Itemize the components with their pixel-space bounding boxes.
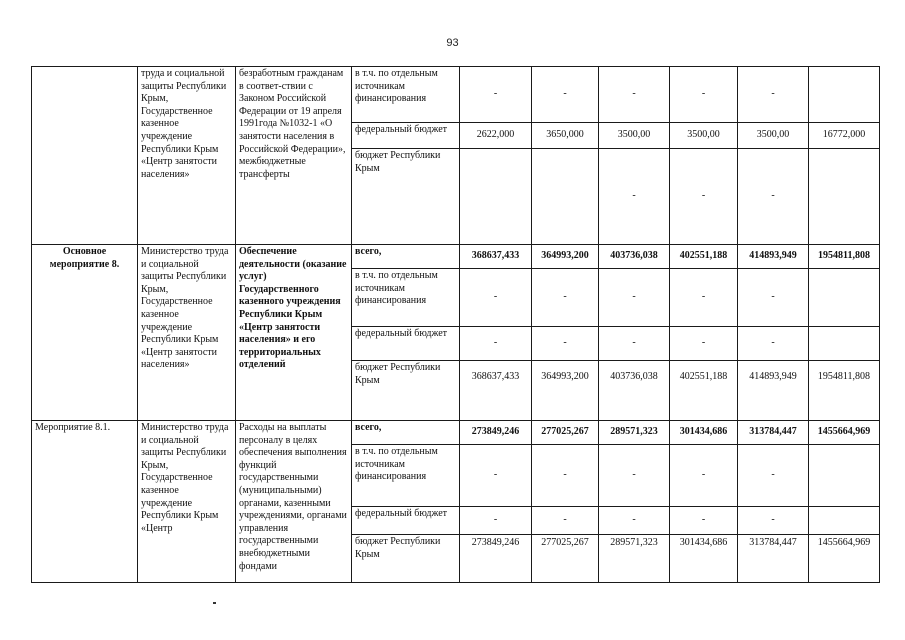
block2-label: Основное мероприятие 8.: [32, 245, 138, 421]
block2-description: Обеспечение деятельности (оказание услуг) Государственного казенного учреждения Республики Крым «Центр занятости населения» и его территориальных отделений: [236, 245, 352, 421]
table-row: в т.ч. по отдельным источникам финансирования - - - - -: [32, 445, 880, 507]
table-row: бюджет Республики Крым 368637,433 364993,200 403736,038 402551,188 414893,949 1954811,808: [32, 361, 880, 421]
block2-executor: Министерство труда и социальной защиты Республики Крым, Государственное казенное учреждение Республики Крым «Центр занятости населения»: [138, 245, 236, 421]
source-republic: бюджет Республики Крым: [352, 361, 460, 421]
page-number: 93: [446, 37, 459, 49]
budget-table: [31, 66, 880, 583]
table-row: федеральный бюджет - - - - -: [32, 507, 880, 535]
table-row: в т.ч. по отдельным источникам финансирования - - - - -: [32, 269, 880, 327]
source-total: всего,: [352, 245, 460, 269]
table-row: Основное мероприятие 8. Министерство труда и социальной защиты Республики Крым, Государственное казенное учреждение Республики Крым «Центр занятости населения» Обеспечение деятельности (оказание услуг) Государственного казенного учреждения Республики Крым «Центр занятости населения» и его территориальных отделений всего, 368637,433 364993,200 403736,038 402551,188 414893,949 1954811,808: [32, 245, 880, 269]
block1-label-cell: [32, 67, 138, 245]
block1-description: безработным гражданам в соответ-ствии с Законом Российской Федерации от 19 апреля 1991года №1032-1 «О занятости населения в Российской Федерации», межбюджетные трансферты: [236, 67, 352, 245]
source-incl: в т.ч. по отдельным источникам финансирования: [352, 269, 460, 327]
source-republic: бюджет Республики Крым: [352, 149, 460, 245]
table-row: федеральный бюджет - - - - -: [32, 327, 880, 361]
block3-description: Расходы на выплаты персоналу в целях обеспечения выполнения функций государственными (муниципальными) органами, казенными учреждениями, органами управления государственными внебюджетными фондами: [236, 421, 352, 583]
source-incl: в т.ч. по отдельным источникам финансирования: [352, 67, 460, 123]
table-row: бюджет Республики Крым 273849,246 277025,267 289571,323 301434,686 313784,447 1455664,969: [32, 535, 880, 583]
source-republic: бюджет Республики Крым: [352, 535, 460, 583]
source-federal: федеральный бюджет: [352, 327, 460, 361]
source-federal: федеральный бюджет: [352, 507, 460, 535]
table-row: Мероприятие 8.1. Министерство труда и социальной защиты Республики Крым, Государственное казенное учреждение Республики Крым «Центр Расходы на выплаты персоналу в целях обеспечения выполнения функций государственными (муниципальными) органами, казенными учреждениями, органами управления государственными внебюджетными фондами всего, 273849,246 277025,267 289571,323 301434,686 313784,447 1455664,969: [32, 421, 880, 445]
table-row: труда и социальной защиты Республики Крым, Государственное казенное учреждение Республики Крым «Центр занятости населения» безработным гражданам в соответ-ствии с Законом Российской Федерации от 19 апреля 1991года №1032-1 «О занятости населения в Российской Федерации», межбюджетные трансферты в т.ч. по отдельным источникам финансирования - - - - -: [32, 67, 880, 123]
table-row: бюджет Республики Крым - - -: [32, 149, 880, 245]
block3-label: Мероприятие 8.1.: [32, 421, 138, 583]
scan-speck: [213, 602, 216, 604]
source-total: всего,: [352, 421, 460, 445]
source-federal: федеральный бюджет: [352, 123, 460, 149]
source-incl: в т.ч. по отдельным источникам финансирования: [352, 445, 460, 507]
table-row: федеральный бюджет 2622,000 3650,000 3500,00 3500,00 3500,00 16772,000: [32, 123, 880, 149]
block3-executor: Министерство труда и социальной защиты Республики Крым, Государственное казенное учреждение Республики Крым «Центр: [138, 421, 236, 583]
block1-executor: труда и социальной защиты Республики Крым, Государственное казенное учреждение Республики Крым «Центр занятости населения»: [138, 67, 236, 245]
